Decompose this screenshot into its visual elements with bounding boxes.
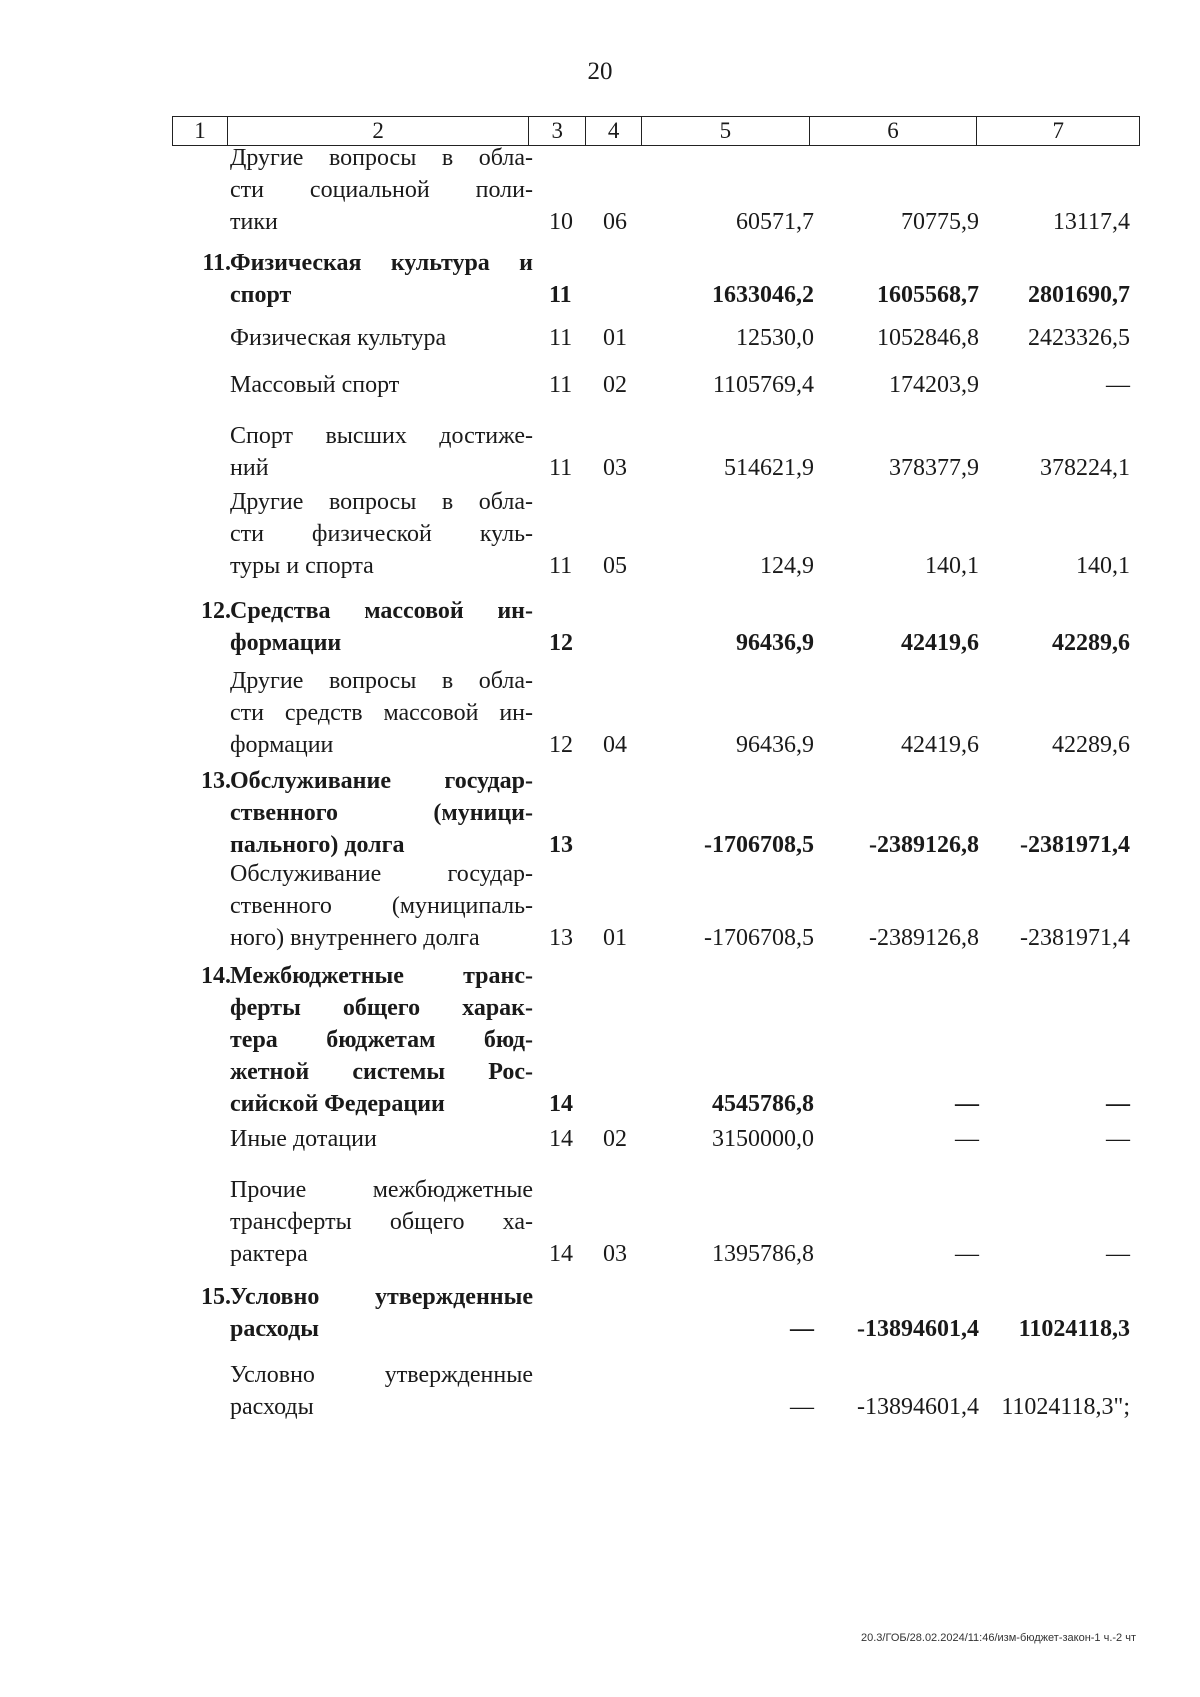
section-code: 11 (549, 455, 573, 481)
row-name-line: сти физической куль- (230, 521, 533, 547)
value-col-6: 174203,9 (889, 372, 979, 398)
row-name (230, 595, 533, 659)
row-name-line: Физическая культура (230, 325, 447, 351)
value-col-7: 2423326,5 (1028, 325, 1130, 351)
row-name-line: формации (230, 630, 342, 656)
row-number: 11. (202, 250, 231, 276)
value-col-5: 1105769,4 (712, 372, 814, 398)
value-col-5: 1633046,2 (712, 282, 814, 308)
section-code: 14 (549, 1126, 573, 1152)
row-name-line: Средства массовой ин- (230, 598, 533, 624)
subsection-code: 03 (603, 1241, 627, 1267)
value-col-6: -13894601,4 (857, 1316, 979, 1342)
value-col-7: 13117,4 (1052, 209, 1130, 235)
document-footer-code: 20.3/ГОБ/28.02.2024/11:46/изм-бюджет-закон-1 ч.-2 чт (861, 1632, 1136, 1644)
section-code: 14 (549, 1091, 573, 1117)
row-name-line: ственного (муници- (230, 800, 533, 826)
row-name (230, 486, 533, 582)
section-code: 11 (549, 325, 573, 351)
subsection-code: 06 (603, 209, 627, 235)
value-col-7: 2801690,7 (1028, 282, 1130, 308)
page-number: 20 (587, 58, 613, 85)
value-col-5: 4545786,8 (712, 1091, 814, 1117)
value-col-5: 1395786,8 (712, 1241, 814, 1267)
value-col-7: 11024118,3"; (1001, 1394, 1130, 1420)
row-number: 14. (201, 963, 231, 989)
value-col-6: 42419,6 (901, 630, 979, 656)
row-name-line: ферты общего харак- (230, 995, 533, 1021)
row-name (230, 247, 533, 311)
row-name (230, 665, 533, 761)
row-name (230, 420, 533, 484)
row-name (230, 960, 533, 1120)
header-cell-5: 5 (641, 117, 809, 145)
value-col-6: — (955, 1126, 979, 1152)
value-col-6: 70775,9 (901, 209, 979, 235)
value-col-5: — (790, 1394, 814, 1420)
header-cell-3: 3 (528, 117, 585, 145)
value-col-7: 140,1 (1076, 553, 1130, 579)
value-col-7: — (1106, 372, 1130, 398)
section-code: 11 (549, 372, 573, 398)
row-name-line: ственного (муниципаль- (230, 893, 533, 919)
row-name-line: ний (230, 455, 269, 481)
subsection-code: 01 (603, 925, 627, 951)
section-code: 13 (549, 832, 573, 858)
value-col-5: -1706708,5 (704, 925, 814, 951)
value-col-5: 96436,9 (736, 732, 814, 758)
value-col-5: 96436,9 (736, 630, 814, 656)
section-code: 11 (549, 553, 573, 579)
row-number: 13. (201, 768, 231, 794)
subsection-code: 05 (603, 553, 627, 579)
value-col-5: 12530,0 (736, 325, 814, 351)
row-name-line: Другие вопросы в обла- (230, 489, 533, 515)
row-name-line: сийской Федерации (230, 1091, 445, 1117)
value-col-7: -2381971,4 (1020, 925, 1130, 951)
value-col-7: — (1106, 1126, 1130, 1152)
row-name-line: тики (230, 209, 278, 235)
value-col-6: -2389126,8 (869, 925, 979, 951)
row-number: 12. (201, 598, 231, 624)
subsection-code: 02 (603, 1126, 627, 1152)
row-name-line: Прочие межбюджетные (230, 1177, 533, 1203)
row-name-line: Обслуживание государ- (230, 861, 533, 887)
row-number: 15. (201, 1284, 231, 1310)
row-name-line: формации (230, 732, 334, 758)
header-cell-4: 4 (585, 117, 641, 145)
row-name-line: сти социальной поли- (230, 177, 533, 203)
value-col-7: 11024118,3 (1018, 1316, 1130, 1342)
row-name (230, 322, 533, 354)
value-col-5: 124,9 (760, 553, 814, 579)
value-col-6: 1605568,7 (877, 282, 979, 308)
value-col-6: — (955, 1241, 979, 1267)
row-name-line: сти средств массовой ин- (230, 700, 533, 726)
value-col-6: 378377,9 (889, 455, 979, 481)
row-name (230, 1123, 533, 1155)
value-col-7: 42289,6 (1052, 630, 1130, 656)
row-name (230, 765, 533, 861)
header-cell-6: 6 (809, 117, 977, 145)
value-col-7: — (1106, 1091, 1130, 1117)
value-col-7: 378224,1 (1040, 455, 1130, 481)
value-col-7: -2381971,4 (1020, 832, 1130, 858)
row-name-line: расходы (230, 1394, 314, 1420)
row-name-line: Другие вопросы в обла- (230, 145, 533, 171)
section-code: 12 (549, 630, 573, 656)
subsection-code: 04 (603, 732, 627, 758)
row-name-line: пального) долга (230, 832, 405, 858)
row-name-line: спорт (230, 282, 292, 308)
value-col-7: — (1106, 1241, 1130, 1267)
row-name-line: Массовый спорт (230, 372, 400, 398)
row-name-line: Условно утвержденные (230, 1362, 533, 1388)
row-name-line: жетной системы Рос- (230, 1059, 533, 1085)
row-name-line: Спорт высших достиже- (230, 423, 533, 449)
value-col-6: 1052846,8 (877, 325, 979, 351)
value-col-5: 60571,7 (736, 209, 814, 235)
section-code: 10 (549, 209, 573, 235)
subsection-code: 02 (603, 372, 627, 398)
value-col-5: — (790, 1316, 814, 1342)
section-code: 11 (549, 282, 572, 308)
row-name-line: тера бюджетам бюд- (230, 1027, 533, 1053)
row-name-line: ного) внутреннего долга (230, 925, 480, 951)
value-col-6: -13894601,4 (857, 1394, 979, 1420)
row-name-line: трансферты общего ха- (230, 1209, 533, 1235)
row-name (230, 369, 533, 401)
value-col-6: 42419,6 (901, 732, 979, 758)
subsection-code: 01 (603, 325, 627, 351)
row-name-line: рактера (230, 1241, 308, 1267)
header-cell-2: 2 (227, 117, 528, 145)
value-col-7: 42289,6 (1052, 732, 1130, 758)
header-cell-7: 7 (976, 117, 1139, 145)
row-name-line: туры и спорта (230, 553, 374, 579)
row-name (230, 1281, 533, 1345)
row-name (230, 142, 533, 238)
header-cell-1: 1 (194, 118, 206, 143)
value-col-6: 140,1 (925, 553, 979, 579)
value-col-6: -2389126,8 (869, 832, 979, 858)
section-code: 12 (549, 732, 573, 758)
section-code: 13 (549, 925, 573, 951)
row-name-line: Физическая культура и (230, 250, 533, 276)
row-name-line: расходы (230, 1316, 319, 1342)
row-name-line: Межбюджетные транс- (230, 963, 533, 989)
row-name (230, 1174, 533, 1270)
row-name-line: Другие вопросы в обла- (230, 668, 533, 694)
subsection-code: 03 (603, 455, 627, 481)
section-code: 14 (549, 1241, 573, 1267)
value-col-5: -1706708,5 (704, 832, 814, 858)
row-name-line: Обслуживание государ- (230, 768, 533, 794)
row-name-line: Условно утвержденные (230, 1284, 533, 1310)
value-col-6: — (955, 1091, 979, 1117)
row-name (230, 1359, 533, 1423)
row-name (230, 858, 533, 954)
row-name-line: Иные дотации (230, 1126, 377, 1152)
value-col-5: 514621,9 (724, 455, 814, 481)
value-col-5: 3150000,0 (712, 1126, 814, 1152)
